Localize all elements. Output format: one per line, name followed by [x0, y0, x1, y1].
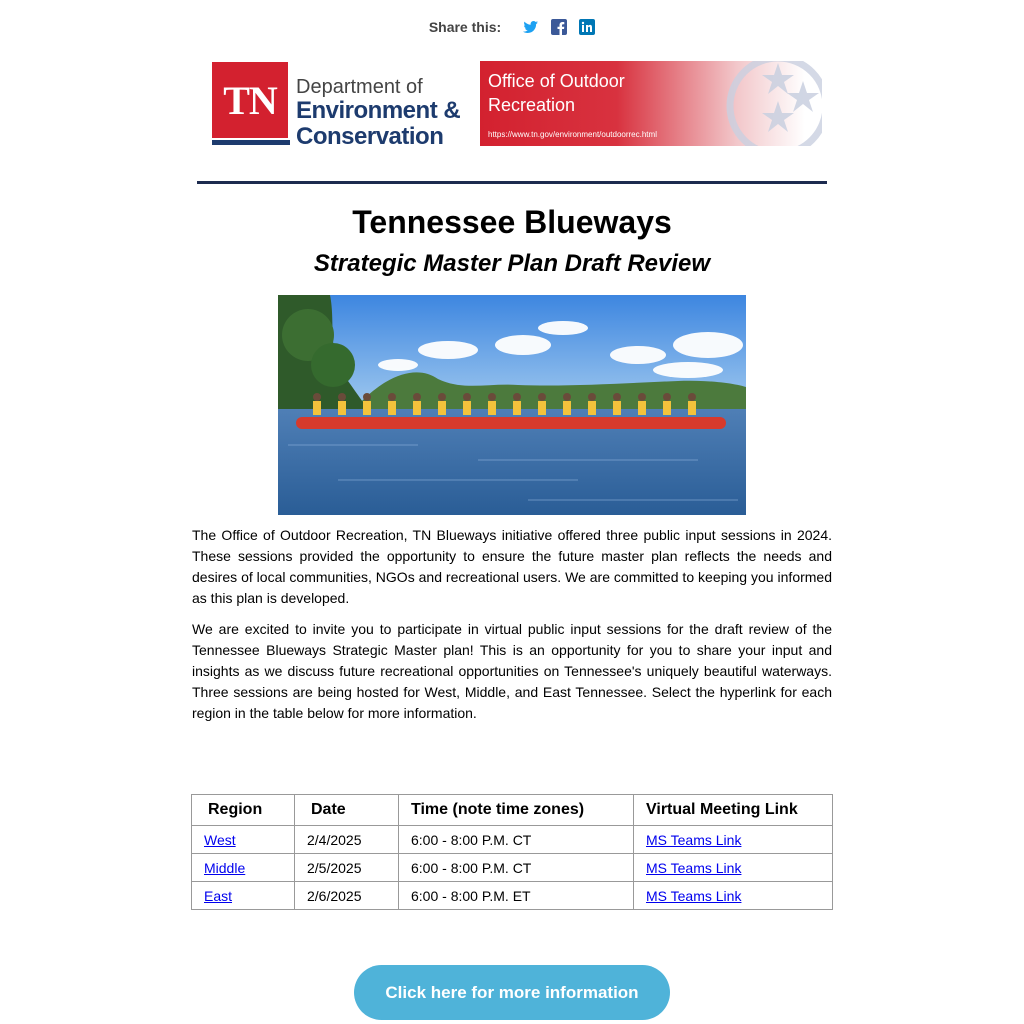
region-link-west[interactable]: West	[204, 831, 236, 848]
header-region: Region	[192, 795, 295, 826]
meeting-cell	[634, 882, 833, 910]
facebook-icon[interactable]	[551, 19, 567, 35]
time-cell: 6:00 - 8:00 P.M. CT	[399, 826, 634, 854]
tn-logo: TN	[212, 62, 288, 138]
page-subtitle: Strategic Master Plan Draft Review	[313, 250, 711, 277]
page-title: Tennessee Blueways	[352, 204, 672, 240]
header-divider	[197, 181, 827, 184]
date-cell: 2/6/2025	[295, 882, 399, 910]
time-cell: 6:00 - 8:00 P.M. ET	[399, 882, 634, 910]
oor-banner	[480, 61, 822, 146]
table-row	[192, 854, 833, 882]
date-cell: 2/5/2025	[295, 854, 399, 882]
header-date: Date	[295, 795, 399, 826]
teams-link-east[interactable]: MS Teams Link	[646, 887, 742, 904]
sessions-table	[191, 794, 833, 910]
oor-title-line1: Office of Outdoor	[488, 71, 625, 91]
region-cell	[192, 854, 295, 882]
region-link-east[interactable]: East	[204, 887, 233, 904]
table-header-row	[192, 795, 833, 826]
table-row	[192, 882, 833, 910]
linkedin-icon[interactable]	[579, 19, 595, 35]
header-time: Time (note time zones)	[399, 795, 634, 826]
dept-name-bold	[296, 98, 460, 150]
dept-name-line1: Department of	[296, 76, 423, 98]
region-link-middle[interactable]: Middle	[204, 859, 246, 876]
oor-title-line2: Recreation	[488, 95, 576, 115]
share-label: Share this:	[428, 19, 502, 35]
time-cell: 6:00 - 8:00 P.M. CT	[399, 854, 634, 882]
more-info-button[interactable]: Click here for more information	[354, 965, 670, 1020]
header-logos	[210, 52, 822, 156]
invite-paragraph: We are excited to invite you to participate in virtual public input sessions for the draft review of the Tennessee Blueways Strategic Master plan! This is an opportunity for you to share your input and insights as we discuss future recreational opportunities on Tennessee's uniquely beautiful waterways. Three sessions are being hosted for West, Middle, and East Tennessee. Select the hyperlink for each region in the table below for more information.	[192, 621, 832, 721]
table-row	[192, 826, 833, 854]
tn-logo-underline	[212, 140, 290, 145]
meeting-cell	[634, 854, 833, 882]
meeting-cell	[634, 826, 833, 854]
dept-name-line2: Environment &	[296, 97, 461, 124]
teams-link-middle[interactable]: MS Teams Link	[646, 859, 742, 876]
intro-paragraph: The Office of Outdoor Recreation, TN Blueways initiative offered three public input sessions in 2024. These sessions provided the opportunity to ensure the future master plan reflects the needs and desires of local communities, NGOs and recreational users. We are committed to keeping you informed as this plan is developed.	[192, 527, 832, 606]
dept-name-line3: Conservation	[296, 123, 444, 150]
tristar-icon	[718, 61, 822, 146]
oor-url: https://www.tn.gov/environment/outdoorrec.html	[488, 130, 657, 139]
oor-title	[488, 69, 625, 117]
hero-photo	[278, 295, 746, 515]
region-cell	[192, 826, 295, 854]
teams-link-west[interactable]: MS Teams Link	[646, 831, 742, 848]
region-cell	[192, 882, 295, 910]
date-cell: 2/4/2025	[295, 826, 399, 854]
share-bar	[0, 19, 1024, 35]
header-link: Virtual Meeting Link	[634, 795, 833, 826]
twitter-icon[interactable]	[523, 19, 539, 35]
